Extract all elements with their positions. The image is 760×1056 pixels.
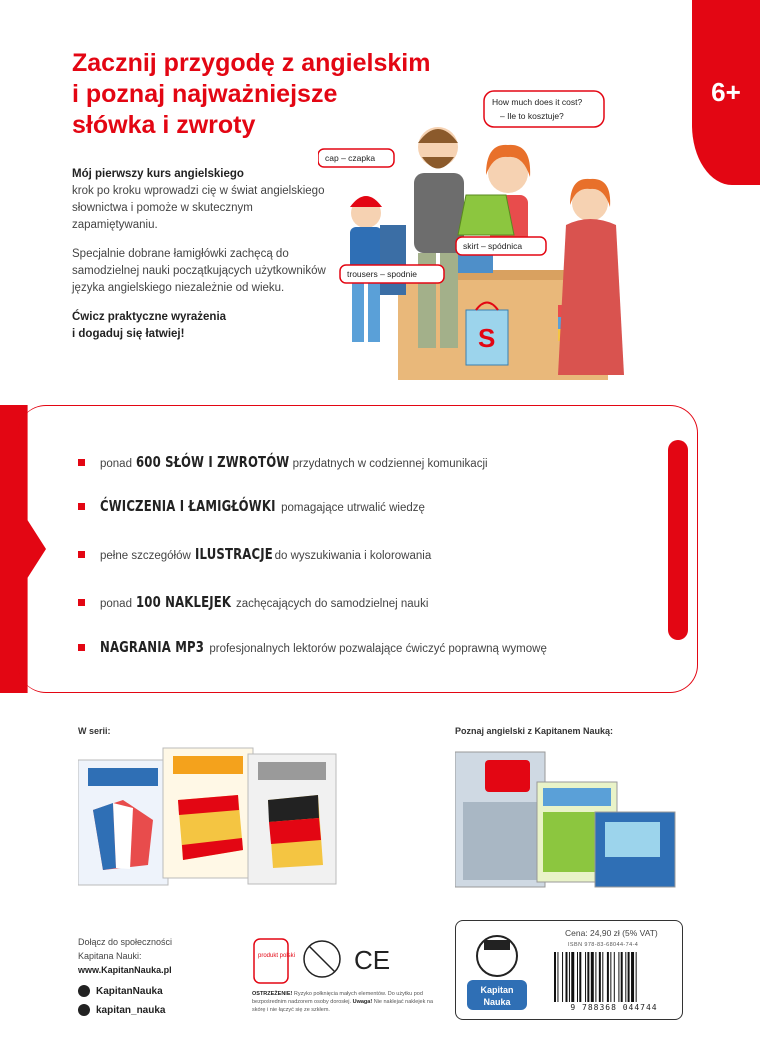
feature-highlight: NAGRANIA MP3 (100, 638, 205, 656)
safety-warning (252, 990, 442, 1014)
barcode (552, 952, 676, 1004)
product-book-na-tropie (455, 752, 545, 887)
skirt-label: skirt – spódnica (463, 241, 523, 251)
facebook-icon (78, 985, 90, 997)
kapitan-products (455, 742, 680, 892)
feature-highlight: 600 SŁÓW I ZWROTÓW (135, 453, 290, 471)
warning-uwaga: Uwaga! (352, 999, 373, 1005)
series-books (78, 740, 338, 890)
age-badge (692, 0, 760, 185)
price-question-line-1: How much does it cost? (492, 97, 583, 107)
intro-paragraph-1-rest: krok po kroku wprowadzi cię w świat angielskiego słownictwa i pomoże w skutecznym zapamiętywaniu. (72, 185, 325, 231)
trousers-label: trousers – spodnie (347, 269, 417, 279)
feature-post: przydatnych w codziennej komunikacji (292, 458, 488, 470)
feature-highlight: ĆWICZENIA I ŁAMIGŁÓWKI (100, 497, 276, 515)
bullet-square-icon (78, 503, 85, 510)
intro-text (72, 166, 332, 355)
instagram-link[interactable] (78, 1004, 165, 1016)
community-line-2: Kapitana Nauki: (78, 951, 142, 961)
feature-item (78, 497, 425, 515)
bullet-square-icon (78, 644, 85, 651)
features-right-tab (668, 440, 688, 640)
produkt-polski-text: produkt polski (258, 953, 296, 959)
facebook-link[interactable] (78, 985, 163, 997)
logo-line-2: Nauka (483, 997, 511, 1007)
book-spanish (163, 748, 253, 878)
facebook-handle: KapitanNauka (96, 985, 163, 997)
intro-bold-lead: Mój pierwszy kurs angielskiego (72, 168, 244, 180)
feature-post: do wyszukiwania i kolorowania (274, 550, 432, 562)
series-label: W serii: (78, 726, 111, 736)
cap-label: cap – czapka (325, 153, 376, 163)
warning-title: OSTRZEŻENIE! (252, 991, 293, 997)
feature-highlight: 100 NAKLEJEK (135, 593, 232, 611)
community-info (78, 935, 172, 977)
svg-text:S: S (478, 323, 496, 353)
instagram-icon (78, 1004, 90, 1016)
intro-paragraph-3-line-1: Ćwicz praktyczne wyrażenia (72, 311, 227, 323)
kapitan-nauka-logo (462, 926, 532, 1014)
intro-paragraph-2: Specjalnie dobrane łamigłówki zachęcą do samodzielnej nauki początkujących użytkowników języka angielskiego niezależnie od wieku. (72, 248, 326, 294)
book-french (78, 760, 168, 885)
age-badge-text: 6+ (711, 77, 741, 107)
feature-post: zachęcających do samodzielnej nauki (235, 598, 429, 610)
community-line-1: Dołącz do społeczności (78, 937, 173, 947)
headline-line-2: i poznaj najważniejsze (72, 80, 338, 108)
customer-body (558, 219, 624, 375)
shop-illustration (318, 85, 658, 385)
ce-mark: CE (354, 945, 391, 975)
warning-text: Ryzyko połknięcia małych elementów. Do użytku pod bezpośrednim nadzorem osoby dorosłej. (252, 991, 423, 1005)
kapitan-label: Poznaj angielski z Kapitanem Nauką: (455, 726, 614, 736)
headline-line-1: Zacznij przygodę z angielskim (72, 49, 431, 77)
bullet-square-icon (78, 459, 85, 466)
product-box-blue (595, 812, 675, 887)
feature-pre: pełne szczegółów (100, 550, 191, 562)
produkt-polski-badge (254, 939, 288, 983)
feature-pre: ponad (100, 598, 132, 610)
feature-item (78, 453, 488, 471)
book-german (248, 754, 336, 884)
feature-post: profesjonalnych lektorów pozwalające ćwiczyć poprawną wymowę (209, 643, 547, 655)
warning-text-2: Nie naklejać naklejek na skórę i nie łączyć się ze szkłem. (252, 999, 434, 1013)
instagram-handle: kapitan_nauka (96, 1004, 166, 1016)
trousers (380, 225, 406, 295)
barcode-digits: 9 788368 044744 (570, 1003, 658, 1012)
intro-paragraph-3 (72, 309, 332, 343)
intro-paragraph-3-line-2: i dogaduj się łatwiej! (72, 328, 185, 340)
website-link[interactable]: www.KapitanNauka.pl (78, 965, 172, 975)
safety-badges (252, 935, 432, 990)
bullet-square-icon (78, 599, 85, 606)
feature-highlight: ILUSTRACJE (194, 545, 273, 563)
cap (350, 196, 382, 207)
intro-paragraph-1 (72, 166, 332, 234)
headline-line-3: słówka i zwroty (72, 111, 256, 139)
feature-item (78, 545, 431, 563)
feature-pre: ponad (100, 458, 132, 470)
logo-line-1: Kapitan (480, 985, 514, 995)
feature-item (78, 593, 428, 611)
price: Cena: 24,90 zł (5% VAT) (565, 928, 658, 938)
isbn: ISBN 978-83-68044-74-4 (568, 942, 639, 948)
skirt (458, 195, 514, 235)
bullet-square-icon (78, 551, 85, 558)
feature-item (78, 638, 547, 656)
price-question-line-2: – Ile to kosztuje? (500, 111, 564, 121)
feature-post: pomagające utrwalić wiedzę (281, 502, 425, 514)
